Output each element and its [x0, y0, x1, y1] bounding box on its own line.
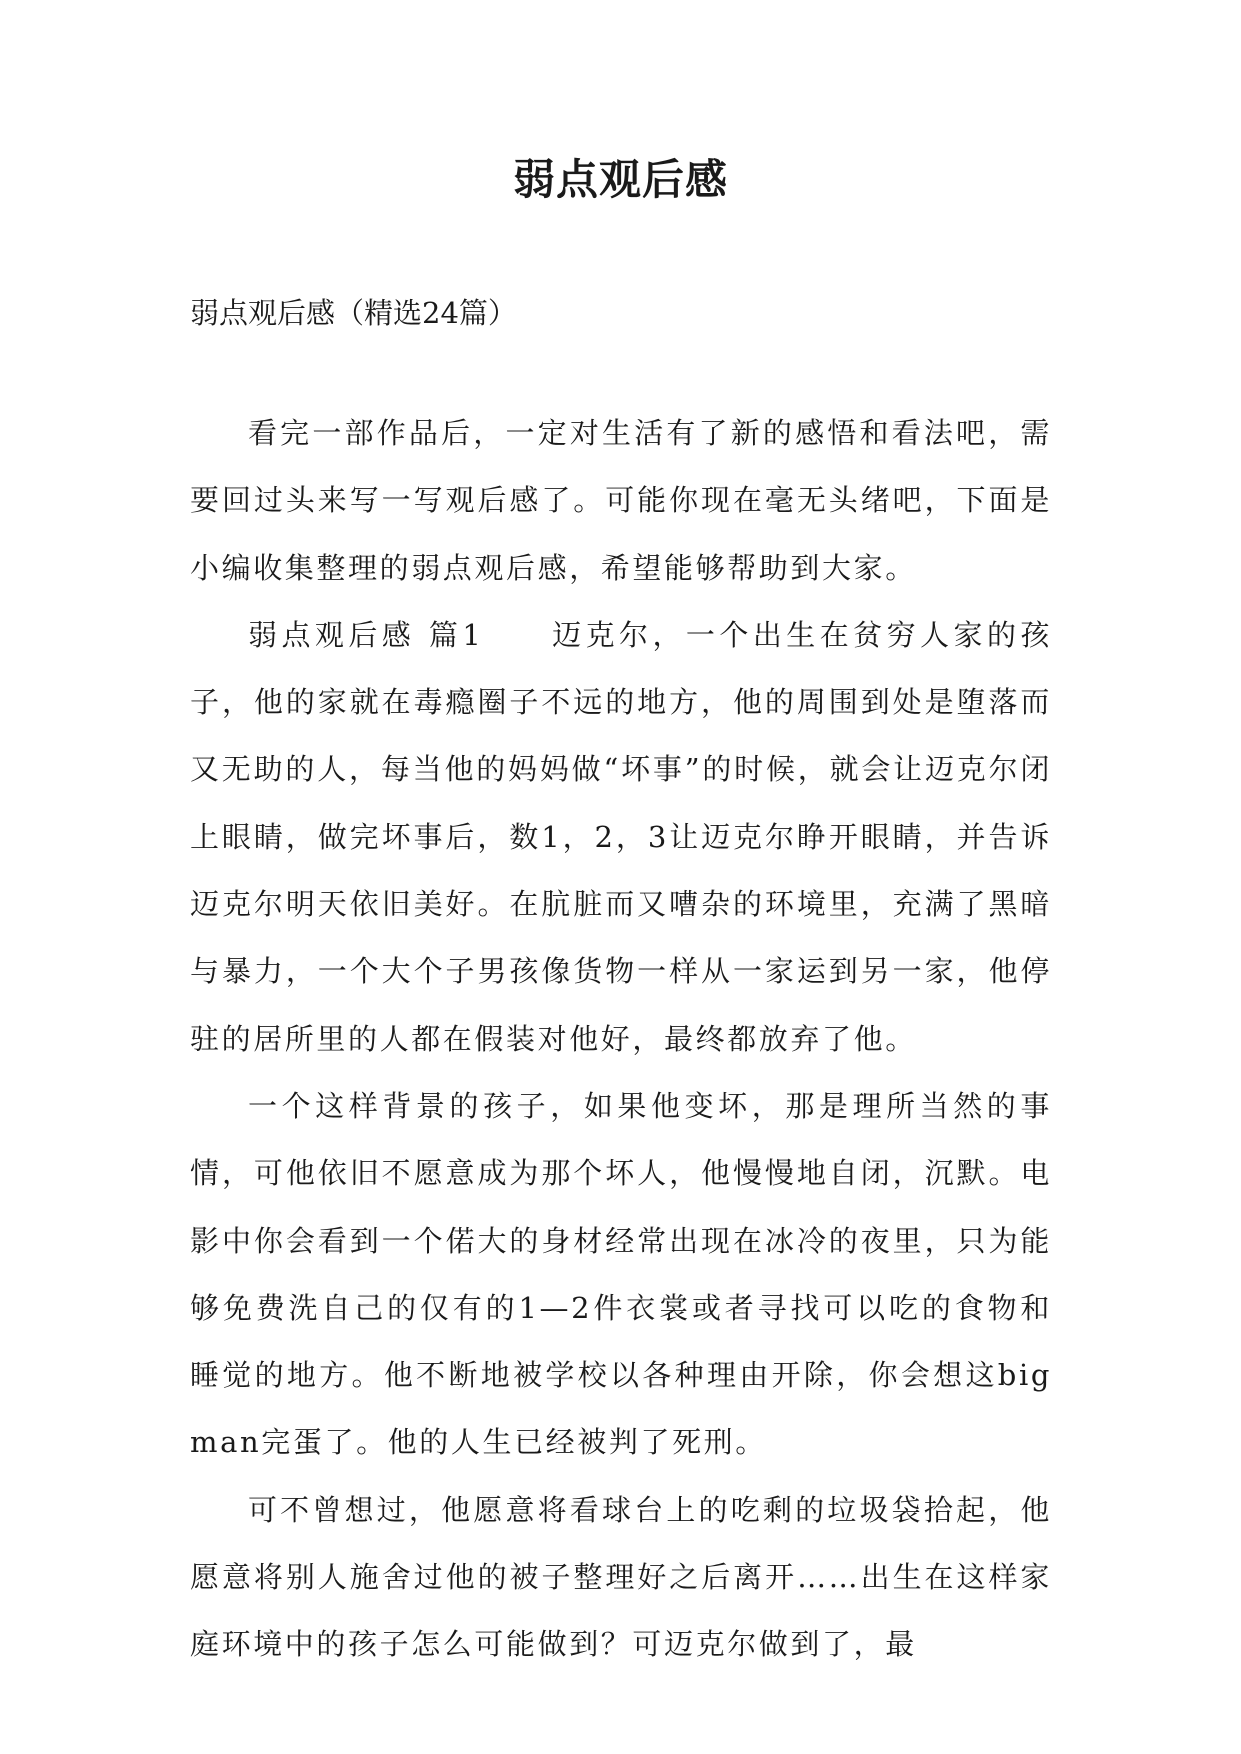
paragraph-article-1: 弱点观后感 篇1 迈克尔，一个出生在贫穷人家的孩子，他的家就在毒瘾圈子不远的地方，他的周围到处是堕落而又无助的人，每当他的妈妈做“坏事”的时候，就会让迈克尔闭上眼睛，做完坏事后，数1，2，3让迈克尔睁开眼睛，并告诉迈克尔明天依旧美好。在肮脏而又嘈杂的环境里，充满了黑暗与暴力，一个大个子男孩像货物一样从一家运到另一家，他停驻的居所里的人都在假装对他好，最终都放弃了他。 [190, 617, 1052, 1056]
paragraph-turning-point: 可不曾想过，他愿意将看球台上的吃剩的垃圾袋拾起，他愿意将别人施舍过他的被子整理好之后离开……出生在这样家庭环境中的孩子怎么可能做到？可迈克尔做到了，最 [190, 1492, 1052, 1662]
document-body [190, 400, 1052, 1679]
document-subtitle: 弱点观后感（精选24篇） [190, 296, 517, 330]
document-title: 弱点观后感 [512, 155, 728, 204]
paragraph-background: 一个这样背景的孩子，如果他变坏，那是理所当然的事情，可他依旧不愿意成为那个坏人，他慢慢地自闭，沉默。电影中你会看到一个偌大的身材经常出现在冰冷的夜里，只为能够免费洗自己的仅有的1—2件衣裳或者寻找可以吃的食物和睡觉的地方。他不断地被学校以各种理由开除，你会想这big man完蛋了。他的人生已经被判了死刑。 [190, 1088, 1052, 1460]
paragraph-intro: 看完一部作品后，一定对生活有了新的感悟和看法吧，需要回过头来写一写观后感了。可能你现在毫无头绪吧，下面是小编收集整理的弱点观后感，希望能够帮助到大家。 [190, 416, 1052, 585]
